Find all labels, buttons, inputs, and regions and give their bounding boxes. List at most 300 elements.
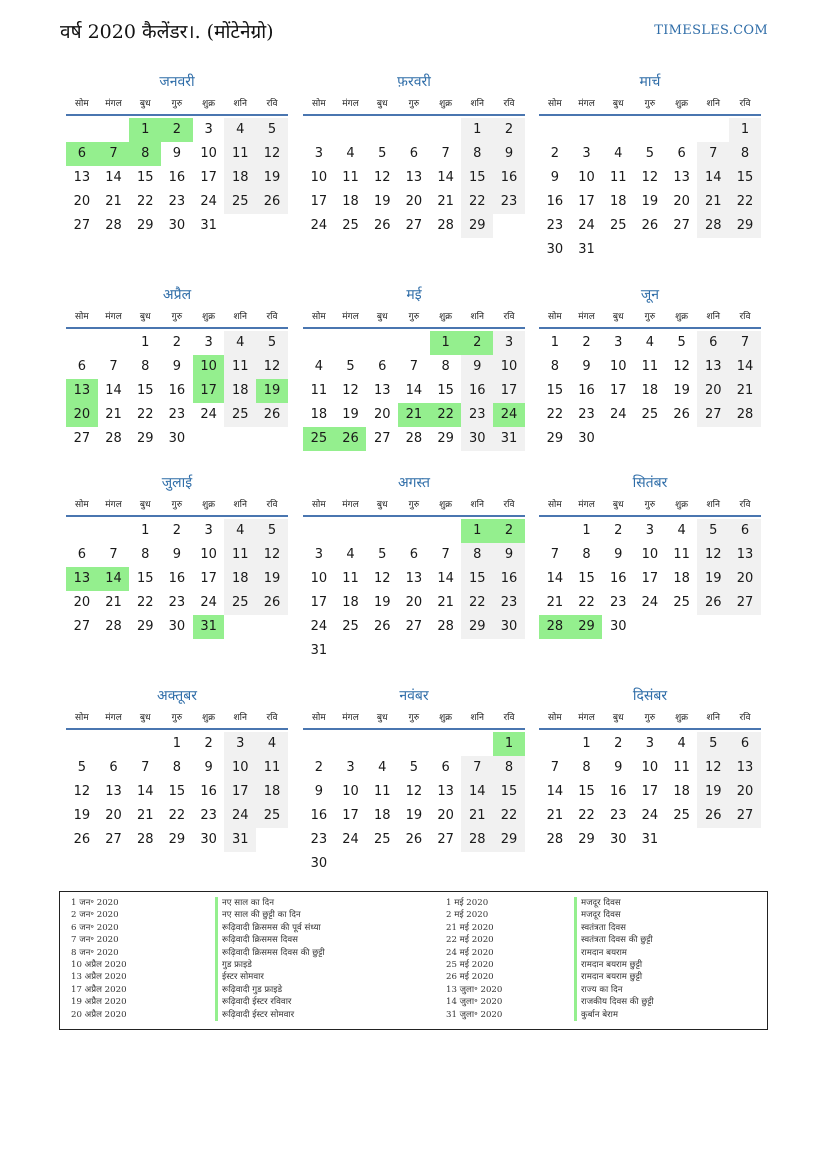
day-cell[interactable]: 26: [256, 403, 288, 427]
day-cell[interactable]: 18: [609, 194, 627, 209]
day-cell[interactable]: 23: [168, 595, 186, 610]
day-cell[interactable]: 2: [172, 523, 182, 538]
holiday-day-cell[interactable]: 8: [129, 142, 161, 166]
day-cell[interactable]: 17: [310, 194, 328, 209]
day-cell[interactable]: 12: [697, 756, 729, 780]
day-cell[interactable]: 7: [729, 331, 761, 355]
day-cell[interactable]: 21: [697, 190, 729, 214]
day-cell[interactable]: 28: [437, 619, 454, 634]
day-cell[interactable]: 23: [609, 595, 627, 610]
day-cell[interactable]: 2: [314, 760, 323, 775]
day-cell[interactable]: 5: [378, 547, 387, 562]
day-cell[interactable]: 11: [342, 170, 359, 185]
day-cell[interactable]: 17: [493, 379, 525, 403]
day-cell[interactable]: 28: [461, 828, 493, 852]
day-cell[interactable]: 7: [550, 760, 559, 775]
day-cell[interactable]: 6: [77, 359, 86, 374]
day-cell[interactable]: 26: [641, 218, 659, 233]
day-cell[interactable]: 9: [550, 170, 559, 185]
day-cell[interactable]: 18: [256, 780, 288, 804]
holiday-day-cell[interactable]: 6: [66, 142, 98, 166]
day-cell[interactable]: 24: [641, 595, 659, 610]
day-cell[interactable]: 8: [141, 359, 150, 374]
day-cell[interactable]: 31: [200, 218, 217, 233]
day-cell[interactable]: 8: [461, 142, 493, 166]
day-cell[interactable]: 26: [405, 832, 423, 847]
day-cell[interactable]: 26: [697, 591, 729, 615]
day-cell[interactable]: 3: [224, 732, 256, 756]
day-cell[interactable]: 12: [641, 170, 659, 185]
day-cell[interactable]: 17: [578, 194, 595, 209]
holiday-day-cell[interactable]: 1: [430, 331, 462, 355]
day-cell[interactable]: 5: [256, 519, 288, 543]
day-cell[interactable]: 3: [314, 146, 323, 161]
day-cell[interactable]: 13: [437, 784, 454, 799]
holiday-day-cell[interactable]: 29: [571, 615, 603, 639]
day-cell[interactable]: 22: [493, 804, 525, 828]
day-cell[interactable]: 22: [578, 595, 595, 610]
day-cell[interactable]: 29: [461, 615, 493, 639]
day-cell[interactable]: 4: [346, 547, 355, 562]
day-cell[interactable]: 19: [405, 808, 423, 823]
day-cell[interactable]: 3: [645, 523, 655, 538]
day-cell[interactable]: 22: [136, 595, 154, 610]
holiday-day-cell[interactable]: 13: [66, 379, 98, 403]
day-cell[interactable]: 29: [546, 431, 564, 446]
day-cell[interactable]: 14: [136, 784, 154, 799]
day-cell[interactable]: 31: [641, 832, 659, 847]
day-cell[interactable]: 23: [493, 190, 525, 214]
day-cell[interactable]: 9: [582, 359, 591, 374]
day-cell[interactable]: 18: [224, 567, 256, 591]
day-cell[interactable]: 23: [168, 194, 186, 209]
day-cell[interactable]: 7: [461, 756, 493, 780]
day-cell[interactable]: 10: [641, 760, 659, 775]
day-cell[interactable]: 24: [200, 194, 217, 209]
day-cell[interactable]: 3: [204, 122, 213, 137]
day-cell[interactable]: 26: [256, 591, 288, 615]
day-cell[interactable]: 14: [437, 170, 454, 185]
day-cell[interactable]: 30: [609, 832, 627, 847]
day-cell[interactable]: 30: [310, 856, 328, 871]
day-cell[interactable]: 28: [405, 431, 423, 446]
day-cell[interactable]: 28: [546, 832, 564, 847]
holiday-day-cell[interactable]: 2: [493, 519, 525, 543]
day-cell[interactable]: 15: [729, 166, 761, 190]
day-cell[interactable]: 6: [729, 732, 761, 756]
day-cell[interactable]: 17: [641, 571, 659, 586]
day-cell[interactable]: 24: [310, 218, 328, 233]
day-cell[interactable]: 15: [136, 170, 154, 185]
day-cell[interactable]: 19: [256, 166, 288, 190]
day-cell[interactable]: 19: [697, 780, 729, 804]
day-cell[interactable]: 16: [310, 808, 328, 823]
day-cell[interactable]: 15: [136, 383, 154, 398]
day-cell[interactable]: 21: [729, 379, 761, 403]
day-cell[interactable]: 15: [578, 784, 595, 799]
day-cell[interactable]: 10: [310, 571, 328, 586]
day-cell[interactable]: 24: [342, 832, 359, 847]
day-cell[interactable]: 14: [437, 571, 454, 586]
day-cell[interactable]: 14: [105, 383, 122, 398]
day-cell[interactable]: 11: [342, 571, 359, 586]
day-cell[interactable]: 7: [550, 547, 559, 562]
day-cell[interactable]: 3: [645, 736, 655, 751]
day-cell[interactable]: 12: [405, 784, 423, 799]
day-cell[interactable]: 4: [378, 760, 387, 775]
holiday-day-cell[interactable]: 20: [66, 403, 98, 427]
day-cell[interactable]: 2: [550, 146, 559, 161]
day-cell[interactable]: 18: [310, 407, 328, 422]
day-cell[interactable]: 8: [729, 142, 761, 166]
day-cell[interactable]: 11: [224, 142, 256, 166]
day-cell[interactable]: 14: [546, 784, 564, 799]
holiday-day-cell[interactable]: 1: [129, 118, 161, 142]
day-cell[interactable]: 28: [437, 218, 454, 233]
day-cell[interactable]: 28: [136, 832, 154, 847]
day-cell[interactable]: 12: [73, 784, 91, 799]
day-cell[interactable]: 7: [697, 142, 729, 166]
day-cell[interactable]: 29: [493, 828, 525, 852]
day-cell[interactable]: 23: [546, 218, 564, 233]
day-cell[interactable]: 25: [342, 619, 359, 634]
day-cell[interactable]: 22: [578, 808, 595, 823]
day-cell[interactable]: 13: [373, 383, 391, 398]
day-cell[interactable]: 16: [546, 194, 564, 209]
day-cell[interactable]: 25: [641, 407, 659, 422]
day-cell[interactable]: 6: [441, 760, 450, 775]
day-cell[interactable]: 15: [578, 571, 595, 586]
day-cell[interactable]: 6: [677, 146, 686, 161]
day-cell[interactable]: 31: [578, 242, 595, 257]
day-cell[interactable]: 2: [582, 335, 591, 350]
day-cell[interactable]: 14: [405, 383, 423, 398]
day-cell[interactable]: 5: [378, 146, 387, 161]
day-cell[interactable]: 15: [437, 383, 454, 398]
day-cell[interactable]: 11: [641, 359, 659, 374]
holiday-day-cell[interactable]: 24: [493, 403, 525, 427]
day-cell[interactable]: 25: [224, 190, 256, 214]
day-cell[interactable]: 2: [614, 736, 623, 751]
day-cell[interactable]: 25: [224, 591, 256, 615]
day-cell[interactable]: 21: [546, 595, 564, 610]
day-cell[interactable]: 4: [224, 331, 256, 355]
day-cell[interactable]: 15: [546, 383, 564, 398]
day-cell[interactable]: 21: [437, 595, 454, 610]
day-cell[interactable]: 30: [546, 242, 564, 257]
day-cell[interactable]: 28: [105, 218, 122, 233]
day-cell[interactable]: 2: [614, 523, 623, 538]
day-cell[interactable]: 19: [256, 567, 288, 591]
holiday-day-cell[interactable]: 7: [98, 142, 130, 166]
day-cell[interactable]: 5: [409, 760, 419, 775]
day-cell[interactable]: 26: [73, 832, 91, 847]
day-cell[interactable]: 12: [697, 543, 729, 567]
day-cell[interactable]: 21: [105, 595, 122, 610]
day-cell[interactable]: 22: [729, 190, 761, 214]
holiday-day-cell[interactable]: 13: [66, 567, 98, 591]
day-cell[interactable]: 19: [697, 567, 729, 591]
day-cell[interactable]: 19: [641, 194, 659, 209]
day-cell[interactable]: 20: [673, 194, 690, 209]
day-cell[interactable]: 16: [493, 567, 525, 591]
day-cell[interactable]: 4: [677, 736, 686, 751]
day-cell[interactable]: 23: [609, 808, 627, 823]
day-cell[interactable]: 20: [729, 780, 761, 804]
day-cell[interactable]: 17: [342, 808, 359, 823]
day-cell[interactable]: 4: [314, 359, 323, 374]
day-cell[interactable]: 7: [441, 146, 450, 161]
day-cell[interactable]: 1: [582, 736, 591, 751]
day-cell[interactable]: 15: [136, 571, 154, 586]
day-cell[interactable]: 21: [105, 194, 122, 209]
day-cell[interactable]: 23: [200, 808, 217, 823]
day-cell[interactable]: 19: [673, 383, 690, 398]
day-cell[interactable]: 17: [200, 170, 217, 185]
holiday-day-cell[interactable]: 14: [98, 567, 130, 591]
day-cell[interactable]: 8: [582, 760, 591, 775]
day-cell[interactable]: 6: [409, 547, 419, 562]
day-cell[interactable]: 27: [105, 832, 122, 847]
day-cell[interactable]: 4: [224, 118, 256, 142]
day-cell[interactable]: 31: [310, 643, 328, 658]
day-cell[interactable]: 7: [141, 760, 150, 775]
day-cell[interactable]: 1: [729, 118, 761, 142]
day-cell[interactable]: 24: [578, 218, 595, 233]
day-cell[interactable]: 4: [614, 146, 623, 161]
day-cell[interactable]: 27: [405, 218, 423, 233]
day-cell[interactable]: 30: [609, 619, 627, 634]
day-cell[interactable]: 19: [373, 194, 391, 209]
day-cell[interactable]: 20: [405, 595, 423, 610]
day-cell[interactable]: 11: [310, 383, 328, 398]
day-cell[interactable]: 30: [168, 431, 186, 446]
day-cell[interactable]: 16: [609, 571, 627, 586]
day-cell[interactable]: 10: [310, 170, 328, 185]
holiday-day-cell[interactable]: 26: [335, 427, 367, 451]
day-cell[interactable]: 17: [200, 571, 217, 586]
day-cell[interactable]: 20: [105, 808, 122, 823]
day-cell[interactable]: 25: [342, 218, 359, 233]
day-cell[interactable]: 21: [105, 407, 122, 422]
brand-link[interactable]: TIMESLES.COM: [654, 23, 768, 38]
day-cell[interactable]: 17: [609, 383, 627, 398]
day-cell[interactable]: 2: [172, 335, 182, 350]
day-cell[interactable]: 23: [493, 591, 525, 615]
day-cell[interactable]: 1: [461, 118, 493, 142]
day-cell[interactable]: 18: [342, 595, 359, 610]
day-cell[interactable]: 19: [373, 595, 391, 610]
day-cell[interactable]: 12: [673, 359, 690, 374]
day-cell[interactable]: 5: [697, 732, 729, 756]
day-cell[interactable]: 19: [342, 407, 359, 422]
day-cell[interactable]: 25: [256, 804, 288, 828]
day-cell[interactable]: 1: [141, 335, 150, 350]
day-cell[interactable]: 3: [582, 146, 591, 161]
day-cell[interactable]: 12: [373, 170, 391, 185]
day-cell[interactable]: 9: [172, 359, 182, 374]
day-cell[interactable]: 4: [346, 146, 355, 161]
day-cell[interactable]: 9: [461, 355, 493, 379]
day-cell[interactable]: 20: [405, 194, 423, 209]
day-cell[interactable]: 9: [172, 547, 182, 562]
day-cell[interactable]: 21: [461, 804, 493, 828]
day-cell[interactable]: 10: [224, 756, 256, 780]
day-cell[interactable]: 14: [546, 571, 564, 586]
day-cell[interactable]: 15: [461, 166, 493, 190]
day-cell[interactable]: 6: [77, 547, 86, 562]
day-cell[interactable]: 16: [168, 383, 186, 398]
day-cell[interactable]: 5: [256, 118, 288, 142]
day-cell[interactable]: 16: [168, 571, 186, 586]
day-cell[interactable]: 14: [697, 166, 729, 190]
day-cell[interactable]: 27: [697, 403, 729, 427]
day-cell[interactable]: 29: [136, 218, 154, 233]
holiday-day-cell[interactable]: 19: [256, 379, 288, 403]
day-cell[interactable]: 13: [697, 355, 729, 379]
day-cell[interactable]: 9: [614, 760, 623, 775]
day-cell[interactable]: 30: [168, 619, 186, 634]
day-cell[interactable]: 7: [409, 359, 419, 374]
day-cell[interactable]: 9: [493, 543, 525, 567]
day-cell[interactable]: 20: [437, 808, 454, 823]
day-cell[interactable]: 9: [614, 547, 623, 562]
day-cell[interactable]: 22: [546, 407, 564, 422]
day-cell[interactable]: 31: [224, 828, 256, 852]
day-cell[interactable]: 21: [136, 808, 154, 823]
day-cell[interactable]: 5: [346, 359, 355, 374]
day-cell[interactable]: 9: [493, 142, 525, 166]
day-cell[interactable]: 10: [641, 547, 659, 562]
holiday-day-cell[interactable]: 1: [461, 519, 493, 543]
day-cell[interactable]: 2: [493, 118, 525, 142]
day-cell[interactable]: 25: [373, 832, 391, 847]
day-cell[interactable]: 11: [673, 547, 690, 562]
holiday-day-cell[interactable]: 28: [539, 615, 571, 639]
day-cell[interactable]: 7: [109, 359, 118, 374]
day-cell[interactable]: 12: [256, 355, 288, 379]
day-cell[interactable]: 21: [546, 808, 564, 823]
day-cell[interactable]: 7: [441, 547, 450, 562]
day-cell[interactable]: 6: [109, 760, 118, 775]
holiday-day-cell[interactable]: 2: [161, 118, 193, 142]
day-cell[interactable]: 20: [729, 567, 761, 591]
day-cell[interactable]: 24: [224, 804, 256, 828]
day-cell[interactable]: 10: [493, 355, 525, 379]
day-cell[interactable]: 17: [641, 784, 659, 799]
day-cell[interactable]: 5: [697, 519, 729, 543]
day-cell[interactable]: 11: [673, 760, 690, 775]
day-cell[interactable]: 25: [224, 403, 256, 427]
day-cell[interactable]: 29: [168, 832, 186, 847]
day-cell[interactable]: 24: [641, 808, 659, 823]
day-cell[interactable]: 22: [136, 407, 154, 422]
day-cell[interactable]: 8: [441, 359, 450, 374]
day-cell[interactable]: 3: [493, 331, 525, 355]
day-cell[interactable]: 22: [461, 591, 493, 615]
day-cell[interactable]: 23: [578, 407, 595, 422]
holiday-day-cell[interactable]: 22: [430, 403, 462, 427]
day-cell[interactable]: 4: [645, 335, 655, 350]
day-cell[interactable]: 30: [493, 615, 525, 639]
day-cell[interactable]: 16: [493, 166, 525, 190]
day-cell[interactable]: 14: [729, 355, 761, 379]
day-cell[interactable]: 9: [204, 760, 213, 775]
day-cell[interactable]: 12: [256, 142, 288, 166]
day-cell[interactable]: 24: [200, 407, 217, 422]
day-cell[interactable]: 24: [200, 595, 217, 610]
day-cell[interactable]: 10: [200, 146, 217, 161]
day-cell[interactable]: 29: [136, 619, 154, 634]
day-cell[interactable]: 1: [141, 523, 150, 538]
day-cell[interactable]: 1: [550, 335, 559, 350]
day-cell[interactable]: 12: [342, 383, 359, 398]
day-cell[interactable]: 6: [378, 359, 387, 374]
day-cell[interactable]: 4: [224, 519, 256, 543]
day-cell[interactable]: 8: [550, 359, 559, 374]
holiday-day-cell[interactable]: 25: [303, 427, 335, 451]
day-cell[interactable]: 18: [673, 784, 690, 799]
day-cell[interactable]: 6: [729, 519, 761, 543]
day-cell[interactable]: 14: [461, 780, 493, 804]
day-cell[interactable]: 10: [200, 547, 217, 562]
day-cell[interactable]: 26: [256, 190, 288, 214]
day-cell[interactable]: 18: [673, 571, 690, 586]
day-cell[interactable]: 28: [697, 214, 729, 238]
day-cell[interactable]: 20: [697, 379, 729, 403]
day-cell[interactable]: 20: [73, 194, 91, 209]
day-cell[interactable]: 14: [105, 170, 122, 185]
day-cell[interactable]: 13: [729, 756, 761, 780]
holiday-day-cell[interactable]: 31: [193, 615, 225, 639]
holiday-day-cell[interactable]: 2: [461, 331, 493, 355]
day-cell[interactable]: 23: [461, 403, 493, 427]
day-cell[interactable]: 29: [578, 832, 595, 847]
day-cell[interactable]: 12: [256, 543, 288, 567]
day-cell[interactable]: 18: [224, 166, 256, 190]
day-cell[interactable]: 13: [405, 571, 423, 586]
day-cell[interactable]: 25: [673, 808, 690, 823]
day-cell[interactable]: 13: [673, 170, 690, 185]
day-cell[interactable]: 5: [256, 331, 288, 355]
day-cell[interactable]: 25: [673, 595, 690, 610]
day-cell[interactable]: 8: [461, 543, 493, 567]
day-cell[interactable]: 19: [73, 808, 91, 823]
day-cell[interactable]: 27: [729, 804, 761, 828]
day-cell[interactable]: 27: [73, 218, 91, 233]
day-cell[interactable]: 10: [609, 359, 627, 374]
day-cell[interactable]: 27: [673, 218, 690, 233]
day-cell[interactable]: 18: [224, 379, 256, 403]
day-cell[interactable]: 27: [73, 431, 91, 446]
day-cell[interactable]: 4: [677, 523, 686, 538]
day-cell[interactable]: 16: [168, 170, 186, 185]
day-cell[interactable]: 17: [310, 595, 328, 610]
holiday-day-cell[interactable]: 10: [193, 355, 225, 379]
day-cell[interactable]: 18: [342, 194, 359, 209]
day-cell[interactable]: 26: [373, 218, 391, 233]
day-cell[interactable]: 20: [73, 595, 91, 610]
day-cell[interactable]: 15: [493, 780, 525, 804]
holiday-day-cell[interactable]: 1: [493, 732, 525, 756]
day-cell[interactable]: 3: [204, 523, 213, 538]
day-cell[interactable]: 20: [373, 407, 391, 422]
day-cell[interactable]: 13: [105, 784, 122, 799]
day-cell[interactable]: 5: [645, 146, 655, 161]
day-cell[interactable]: 29: [437, 431, 454, 446]
day-cell[interactable]: 3: [314, 547, 323, 562]
day-cell[interactable]: 16: [578, 383, 595, 398]
